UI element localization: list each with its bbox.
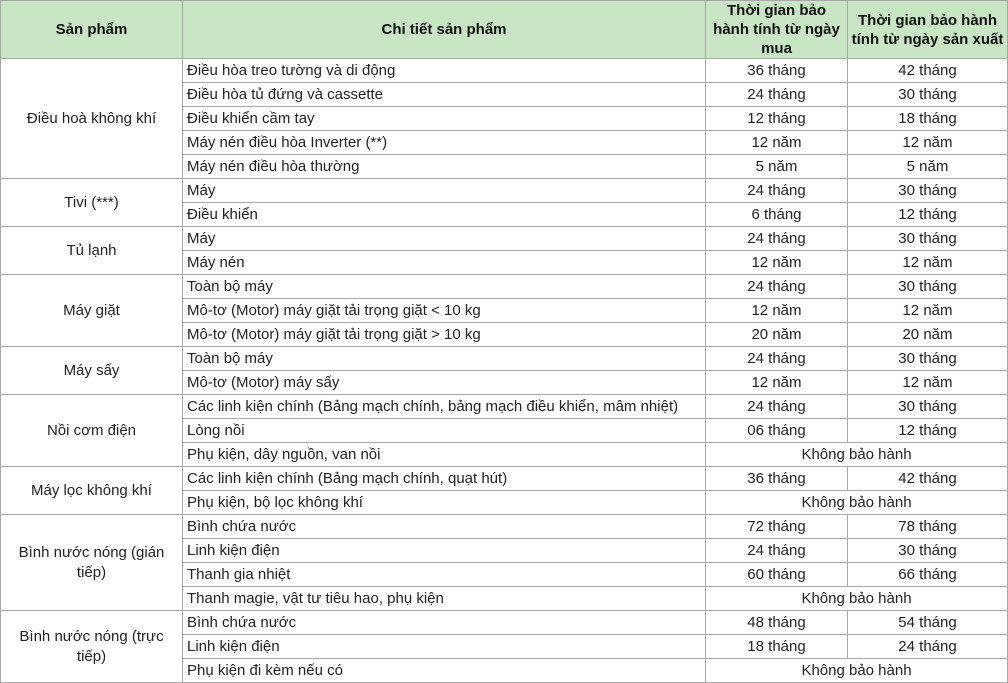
detail-cell: Điều khiển <box>183 203 706 227</box>
detail-cell: Máy nén điều hòa Inverter (**) <box>183 131 706 155</box>
product-name-cell: Nồi cơm điện <box>1 395 183 467</box>
table-row <box>1 179 1008 203</box>
purchase-warranty-cell: 24 tháng <box>706 395 848 419</box>
table-row <box>1 59 1008 83</box>
product-name-cell: Bình nước nóng (trực tiếp) <box>1 611 183 683</box>
header-product: Sản phẩm <box>1 1 183 59</box>
detail-cell: Máy nén điều hòa thường <box>183 155 706 179</box>
purchase-warranty-cell: 12 năm <box>706 371 848 395</box>
purchase-warranty-cell: 24 tháng <box>706 347 848 371</box>
detail-cell: Mô-tơ (Motor) máy giặt tải trọng giặt > 10 kg <box>183 323 706 347</box>
purchase-warranty-cell: 5 năm <box>706 155 848 179</box>
no-warranty-cell: Không bảo hành <box>706 587 1008 611</box>
purchase-warranty-cell: 36 tháng <box>706 59 848 83</box>
purchase-warranty-cell: 20 năm <box>706 323 848 347</box>
purchase-warranty-cell: 12 tháng <box>706 107 848 131</box>
manufacture-warranty-cell: 30 tháng <box>848 275 1008 299</box>
product-name-cell: Tivi (***) <box>1 179 183 227</box>
table-row <box>1 611 1008 635</box>
manufacture-warranty-cell: 5 năm <box>848 155 1008 179</box>
manufacture-warranty-cell: 30 tháng <box>848 539 1008 563</box>
table-header <box>1 1 1008 59</box>
manufacture-warranty-cell: 12 năm <box>848 371 1008 395</box>
no-warranty-cell: Không bảo hành <box>706 491 1008 515</box>
detail-cell: Toàn bộ máy <box>183 275 706 299</box>
product-name-cell: Điều hoà không khí <box>1 59 183 179</box>
detail-cell: Lòng nồi <box>183 419 706 443</box>
manufacture-warranty-cell: 24 tháng <box>848 635 1008 659</box>
purchase-warranty-cell: 48 tháng <box>706 611 848 635</box>
purchase-warranty-cell: 72 tháng <box>706 515 848 539</box>
purchase-warranty-cell: 06 tháng <box>706 419 848 443</box>
header-from-purchase: Thời gian bảo hành tính từ ngày mua <box>706 1 848 59</box>
manufacture-warranty-cell: 30 tháng <box>848 83 1008 107</box>
detail-cell: Điều khiển cầm tay <box>183 107 706 131</box>
manufacture-warranty-cell: 12 năm <box>848 131 1008 155</box>
table-row <box>1 227 1008 251</box>
no-warranty-cell: Không bảo hành <box>706 659 1008 683</box>
manufacture-warranty-cell: 18 tháng <box>848 107 1008 131</box>
table-row <box>1 347 1008 371</box>
manufacture-warranty-cell: 12 năm <box>848 299 1008 323</box>
detail-cell: Điều hòa treo tường và di động <box>183 59 706 83</box>
detail-cell: Máy <box>183 227 706 251</box>
purchase-warranty-cell: 12 năm <box>706 299 848 323</box>
manufacture-warranty-cell: 30 tháng <box>848 179 1008 203</box>
detail-cell: Bình chứa nước <box>183 515 706 539</box>
manufacture-warranty-cell: 12 tháng <box>848 419 1008 443</box>
no-warranty-cell: Không bảo hành <box>706 443 1008 467</box>
manufacture-warranty-cell: 30 tháng <box>848 347 1008 371</box>
product-name-cell: Tủ lạnh <box>1 227 183 275</box>
detail-cell: Mô-tơ (Motor) máy giặt tải trọng giặt < 10 kg <box>183 299 706 323</box>
purchase-warranty-cell: 18 tháng <box>706 635 848 659</box>
purchase-warranty-cell: 24 tháng <box>706 275 848 299</box>
detail-cell: Phụ kiện đi kèm nếu có <box>183 659 706 683</box>
detail-cell: Máy <box>183 179 706 203</box>
purchase-warranty-cell: 60 tháng <box>706 563 848 587</box>
manufacture-warranty-cell: 54 tháng <box>848 611 1008 635</box>
header-detail: Chi tiết sản phẩm <box>183 1 706 59</box>
product-name-cell: Bình nước nóng (gián tiếp) <box>1 515 183 611</box>
detail-cell: Điều hòa tủ đứng và cassette <box>183 83 706 107</box>
detail-cell: Thanh gia nhiệt <box>183 563 706 587</box>
table-row <box>1 275 1008 299</box>
table-row <box>1 515 1008 539</box>
purchase-warranty-cell: 12 năm <box>706 131 848 155</box>
detail-cell: Toàn bộ máy <box>183 347 706 371</box>
detail-cell: Các linh kiện chính (Bảng mạch chính, quạt hút) <box>183 467 706 491</box>
detail-cell: Linh kiện điện <box>183 539 706 563</box>
detail-cell: Máy nén <box>183 251 706 275</box>
manufacture-warranty-cell: 30 tháng <box>848 395 1008 419</box>
header-row <box>1 1 1008 59</box>
manufacture-warranty-cell: 42 tháng <box>848 467 1008 491</box>
table-row <box>1 467 1008 491</box>
manufacture-warranty-cell: 20 năm <box>848 323 1008 347</box>
product-name-cell: Máy giặt <box>1 275 183 347</box>
manufacture-warranty-cell: 66 tháng <box>848 563 1008 587</box>
manufacture-warranty-cell: 12 tháng <box>848 203 1008 227</box>
purchase-warranty-cell: 24 tháng <box>706 179 848 203</box>
detail-cell: Phụ kiện, bộ lọc không khí <box>183 491 706 515</box>
purchase-warranty-cell: 24 tháng <box>706 83 848 107</box>
table-body <box>1 59 1008 683</box>
purchase-warranty-cell: 6 tháng <box>706 203 848 227</box>
product-name-cell: Máy sấy <box>1 347 183 395</box>
manufacture-warranty-cell: 12 năm <box>848 251 1008 275</box>
detail-cell: Mô-tơ (Motor) máy sấy <box>183 371 706 395</box>
header-from-manufacture: Thời gian bảo hành tính từ ngày sản xuất <box>848 1 1008 59</box>
manufacture-warranty-cell: 78 tháng <box>848 515 1008 539</box>
detail-cell: Phụ kiện, dây nguồn, van nồi <box>183 443 706 467</box>
detail-cell: Các linh kiện chính (Bảng mạch chính, bảng mạch điều khiển, mâm nhiệt) <box>183 395 706 419</box>
purchase-warranty-cell: 24 tháng <box>706 539 848 563</box>
purchase-warranty-cell: 36 tháng <box>706 467 848 491</box>
detail-cell: Thanh magie, vật tư tiêu hao, phụ kiện <box>183 587 706 611</box>
detail-cell: Linh kiện điện <box>183 635 706 659</box>
table-row <box>1 395 1008 419</box>
detail-cell: Bình chứa nước <box>183 611 706 635</box>
manufacture-warranty-cell: 30 tháng <box>848 227 1008 251</box>
purchase-warranty-cell: 24 tháng <box>706 227 848 251</box>
purchase-warranty-cell: 12 năm <box>706 251 848 275</box>
product-name-cell: Máy lọc không khí <box>1 467 183 515</box>
manufacture-warranty-cell: 42 tháng <box>848 59 1008 83</box>
